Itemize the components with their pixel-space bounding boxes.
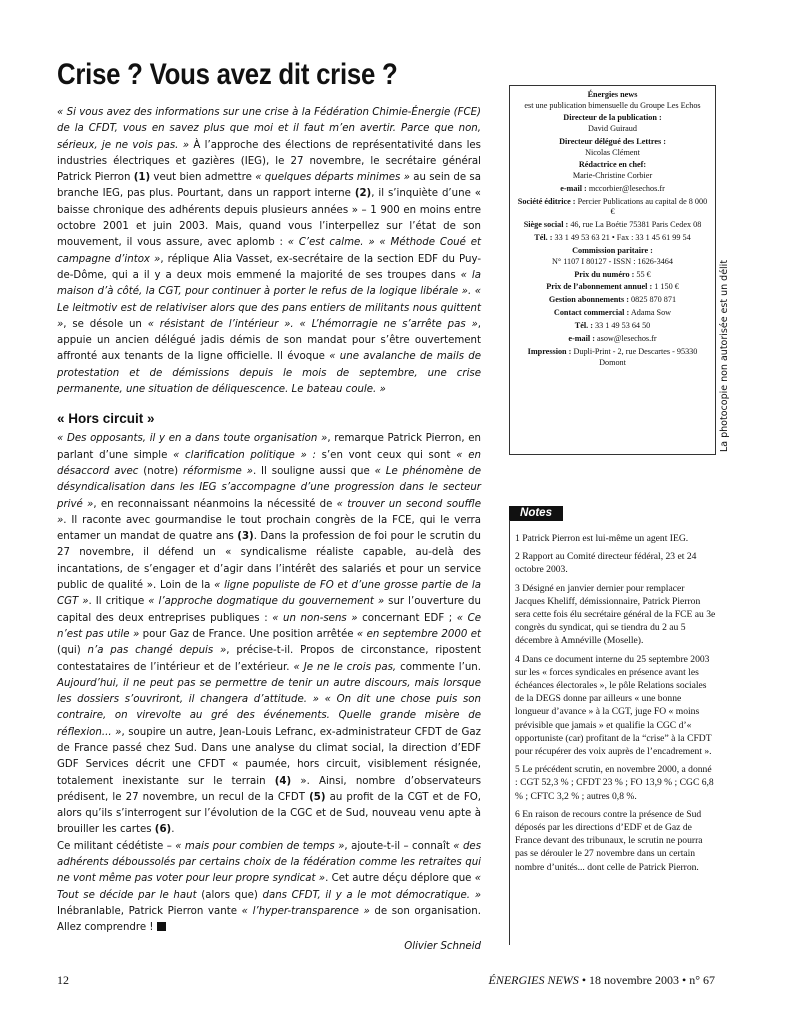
text-run: « des adhérents déboussolés par certains choix de la fédération comme les retraites qui ne vont même pas voter pour leur propre syndicat » [57,840,482,885]
text-run: (6) [154,824,172,836]
masthead-box [509,85,716,455]
text-run: . Dans la profession de foi pour le scrutin du 27 novembre, il défend un « syndicalisme réaliste capable, au-delà des incantations, de s’engager et d’agir dans l’intérêt des salariés et pour un service public de qualité ». Loin de la [57,531,481,592]
masthead-label: e-mail : [560,183,587,193]
masthead-entry [516,160,709,181]
masthead-entry [516,270,709,281]
article-paragraph-1 [57,105,481,398]
text-run: (qui) [57,645,88,657]
footnote: 6 En raison de recours contre la présence de Sud déposés par les directions d’EDF et de Gaz de France devant des tribunaux, le scrutin ne pourra pas se dérouler le 27 novembre dans un certain nombre d’unités... dont celle de Patrick Pierron. [515,808,703,873]
text-run: « Le phénomène de désyndicalisation dans les IEG s’accompagne d’une progression dans le secteur privé » [57,465,482,510]
text-run: réformisme » [183,465,253,477]
text-run: « en désaccord avec [57,449,481,477]
article-paragraph-3 [57,839,481,937]
text-run: , appuie un ancien délégué jadis démis de son mandat pour s’être ouvertement affronté aux tenants de la ligne officielle. Il évoque [57,318,481,363]
text-run: « un non-sens » [272,612,358,624]
masthead-entry [516,233,709,244]
text-run: « en septembre 2000 et [356,628,481,640]
masthead-value: Dupli-Print - 2, rue Descartes - 95330 Domont [571,346,698,367]
text-run: À l’approche des élections de représentativité dans les industries électriques et gazières (IEG), le 27 novembre, le secrétaire général Patrick Pierron [57,139,481,184]
masthead-label: Société éditrice : [517,196,576,206]
text-run: . Il souligne aussi que [252,465,375,477]
text-run: « mais pour combien de temps » [175,840,345,852]
end-of-article-mark [157,922,166,931]
article-subtitle: « Hors circuit » [57,411,155,427]
notes-heading: Notes [509,506,563,521]
masthead-value: N° 1107 I 80127 - ISSN : 1626-3464 [551,256,673,266]
masthead-value: 55 € [634,269,651,279]
text-run: . Il critique [88,596,149,608]
page-number: 12 [57,973,69,987]
text-run: « une avalanche de mails de protestation et de démissions depuis le mois de septembre, une crise permanente, une situation de déliquescence. Le bateau coule. » [57,351,482,396]
text-run: « Tout se décide par le haut [57,873,481,901]
text-run: « Ce n’est pas utile » [57,612,482,640]
masthead-label: Impression : [527,346,572,356]
text-run: , soupire un autre, Jean-Louis Lefranc, ex-administrateur CFDT de Gaz de France passé chez Sud. Dans une analyse du climat social, la direction d’EDF GDF Services décrit une CFDT « paumée, hors circuit, visiblement résignée, totalement inexistante sur le terrain [57,726,481,787]
masthead-entry [516,295,709,306]
text-run: (5) [309,791,326,803]
text-run: Inébranlable, Patrick Pierron vante [57,905,242,917]
masthead-entry [516,246,709,267]
text-run: , en reconnaissant néanmoins la nécessité de [93,498,337,510]
text-run: « Si vous avez des informations sur une crise à la Fédération Chimie-Énergie (FCE) de la CFDT, vous en savez plus que moi et il faut m’en avertir. Parce que non, sérieux, je ne vois pas. » [57,107,481,151]
footnote: 2 Rapport au Comité directeur fédéral, 23 et 24 octobre 2003. [515,551,697,576]
masthead-label: Siège social : [523,220,569,230]
masthead-value: Marie-Christine Corbier [572,171,653,181]
text-run: . Il raconte avec gourmandise le tout prochain congrès de la FCE, qui le verra entamer un mandat de quatre ans [57,514,481,543]
masthead-value: 33 1 49 53 63 21 • Fax : 33 1 45 61 99 54 [552,233,691,243]
text-run: « Des opposants, il y en a dans toute organisation » [57,433,328,445]
text-run: (3) [237,531,254,543]
masthead-entry [516,308,709,319]
text-run: . Cet autre déçu déplore que [325,873,475,885]
masthead-value: 0825 870 871 [628,295,677,305]
text-run: « quelques départs minimes » [255,172,410,184]
masthead-value: 46, rue La Boétie 75381 Paris Cedex 08 [568,220,702,230]
footer-publication-info [488,973,715,988]
text-run: « clarification politique » : [173,449,316,461]
text-run: dans CFDT, il y a le mot démocratique. » [262,889,481,901]
text-run: (notre) [138,465,184,477]
text-run: « trouver un second souffle » [57,498,482,526]
text-run: (4) [274,775,292,787]
text-run: au sein de sa branche IEG, pas plus. Pourtant, dans un rapport interne [57,172,481,200]
masthead-value: asow@lesechos.fr [594,334,657,344]
masthead-label: Tél. : [534,233,553,243]
footer-issue: • 18 novembre 2003 • n° 67 [578,973,715,987]
masthead-label: Contact commercial : [553,308,630,318]
text-run: , il s’inquiète d’une « baisse chronique des adhérents depuis plusieurs années » – 1 900 en moins entre octobre 2001 et juin 2003. Mais, quand vous l’interpellez sur l’état de son mouvement, il vous assure, avec aplomb : [57,188,481,249]
masthead-entry [516,321,709,332]
text-run: « la maison d’à côté, la CGT, pour continuer à porter le refus de la logique libérale ». « Le leitmotiv est de relativiser alors que des pans entiers de militants nous quittent » [57,269,481,330]
masthead-label: Prix du numéro : [574,269,635,279]
text-run: (2) [354,188,372,200]
text-run: , précise-t-il. Propos de circonstance, ripostent contestataires de l’intérieur et de l’extérieur. [57,645,481,673]
copyright-vertical-notice: La photocopie non autorisée est un délit [719,259,730,452]
text-run: « Je ne le crois pas, [293,661,397,673]
text-run: pour Gaz de France. Une position arrêtée [139,628,357,640]
masthead-value: Percier Publications au capital de 8 000 € [575,196,708,217]
text-run: , se désole un [63,318,148,330]
text-run: Aujourd’hui, il ne peut pas se permettre de tenir un autre discours, mais lorsque les dossiers s’ouvriront, il changera d’attitude. » « On dit une chose puis son contraire, on virevolte au gré des événements. Quelle grande misère de réflexion... » [57,677,481,738]
text-run: Ce militant cédétiste – [57,840,176,852]
masthead-label: Directeur de la publication : [563,113,662,123]
masthead-label: Gestion abonnements : [548,295,629,305]
masthead-value: est une publication bimensuelle du Groupe Les Echos [524,100,701,110]
masthead-value: Adama Sow [629,308,672,318]
text-run: ». Ainsi, nombre d’observateurs prédisent, le 27 novembre, un recul de la CFDT [57,775,481,803]
article-paragraph-2 [57,431,481,838]
article-paragraph-3-text [57,841,481,933]
text-run: n’a pas changé depuis » [87,645,227,657]
masthead-entry [516,90,709,111]
masthead-value: 1 150 € [652,282,679,292]
text-run: veut bien admettre [150,172,256,184]
text-run: s’en vont ceux qui sont [315,449,457,461]
masthead-entry [516,184,709,195]
footnote: 4 Dans ce document interne du 25 septembre 2003 sur les « forces syndicales en présence avant les échéances électorales », le pôle Relations sociales de la DEGS donne par ailleurs « une bonne longueur d’avance » à la CGT, juge FO « moins prévisible que jamais » et qualifie la CGC d’« opportuniste (car) profitant de la “crise” à la CFDT pour récupérer des voix auprès de l’encadrement ». [515,653,712,758]
masthead-entry [516,113,709,134]
masthead-entry [516,347,709,368]
masthead-entry [516,220,709,231]
text-run: , réplique Alia Vasset, ex-secrétaire de la section EDF du Puy-de-Dôme, qui a il y a deux mois emmené la majorité de ses troupes dans [57,253,482,281]
article-title: Crise ? Vous avez dit crise ? [57,58,398,91]
text-run: (alors que) [196,889,263,901]
text-run: de son organisation. Allez comprendre ! [57,905,481,934]
masthead-label: Directeur délégué des Lettres : [559,136,666,146]
text-run: concernant EDF ; [357,612,457,624]
author-signature: Olivier Schneid [404,940,481,952]
text-run: , remarque Patrick Pierron, en parlant d’une simple [57,433,481,461]
masthead-value: Nicolas Clément [585,147,640,157]
masthead-value: mccorbier@lesechos.fr [586,183,665,193]
masthead-label: e-mail : [568,334,595,344]
text-run: sur l’ouverture du capital des deux entreprises publiques : [57,596,481,624]
text-run: « C’est calme. » « Méthode Coué et campagne d’intox » [57,237,481,265]
text-run: « résistant de l’intérieur ». « L’hémorragie ne s’arrête pas » [147,318,478,330]
article-body [57,105,481,955]
text-run: commente l’un. [396,661,481,673]
masthead-value: David Guiraud [588,124,637,134]
masthead-label: Commission paritaire : [572,246,653,256]
footer-publication-name: ÉNERGIES NEWS [488,973,579,987]
masthead-value: 33 1 49 53 64 50 [592,321,651,331]
masthead-entry [516,282,709,293]
text-run: , ajoute-t-il – connaît [344,840,454,852]
footnote: 1 Patrick Pierron est lui-même un agent IEG. [515,533,689,544]
text-run: « ligne populiste de FO et d’une grosse partie de la CGT » [57,580,481,608]
masthead-entry [516,334,709,345]
text-run: (1) [133,172,151,184]
masthead-label: Tél. : [574,321,593,331]
masthead-label: Prix de l’abonnement annuel : [546,282,653,292]
text-run: au profit de la CGT et de FO, alors qu’ils s’interrogent sur l’évolution de la CGC et de Sud, nouveau venu apte à brouiller les cartes [57,791,481,836]
footnote: 3 Désigné en janvier dernier pour remplacer Jacques Kheliff, démissionnaire, Patrick Pierron sera cette fois élu secrétaire général de la FCE au 3e congrès du syndicat, qui se tiendra du 2 au 5 décembre à Amnéville (Moselle). [515,582,716,647]
text-run: « l’approche dogmatique du gouvernement » [148,596,385,608]
text-run: « l’hyper-transparence » [241,905,370,917]
text-run: . [171,824,175,836]
notes-box [509,520,716,945]
masthead-label: Rédactrice en chef: [578,160,647,170]
masthead-entry [516,197,709,218]
masthead-label: Énergies news [587,90,638,99]
footnote: 5 Le précédent scrutin, en novembre 2000, a donné : CGT 52,3 % ; CFDT 23 % ; FO 13,9 % ; CGC 6,8 % ; CFTC 3,2 % ; autres 0,8 %. [515,764,714,802]
masthead-entry [516,137,709,158]
